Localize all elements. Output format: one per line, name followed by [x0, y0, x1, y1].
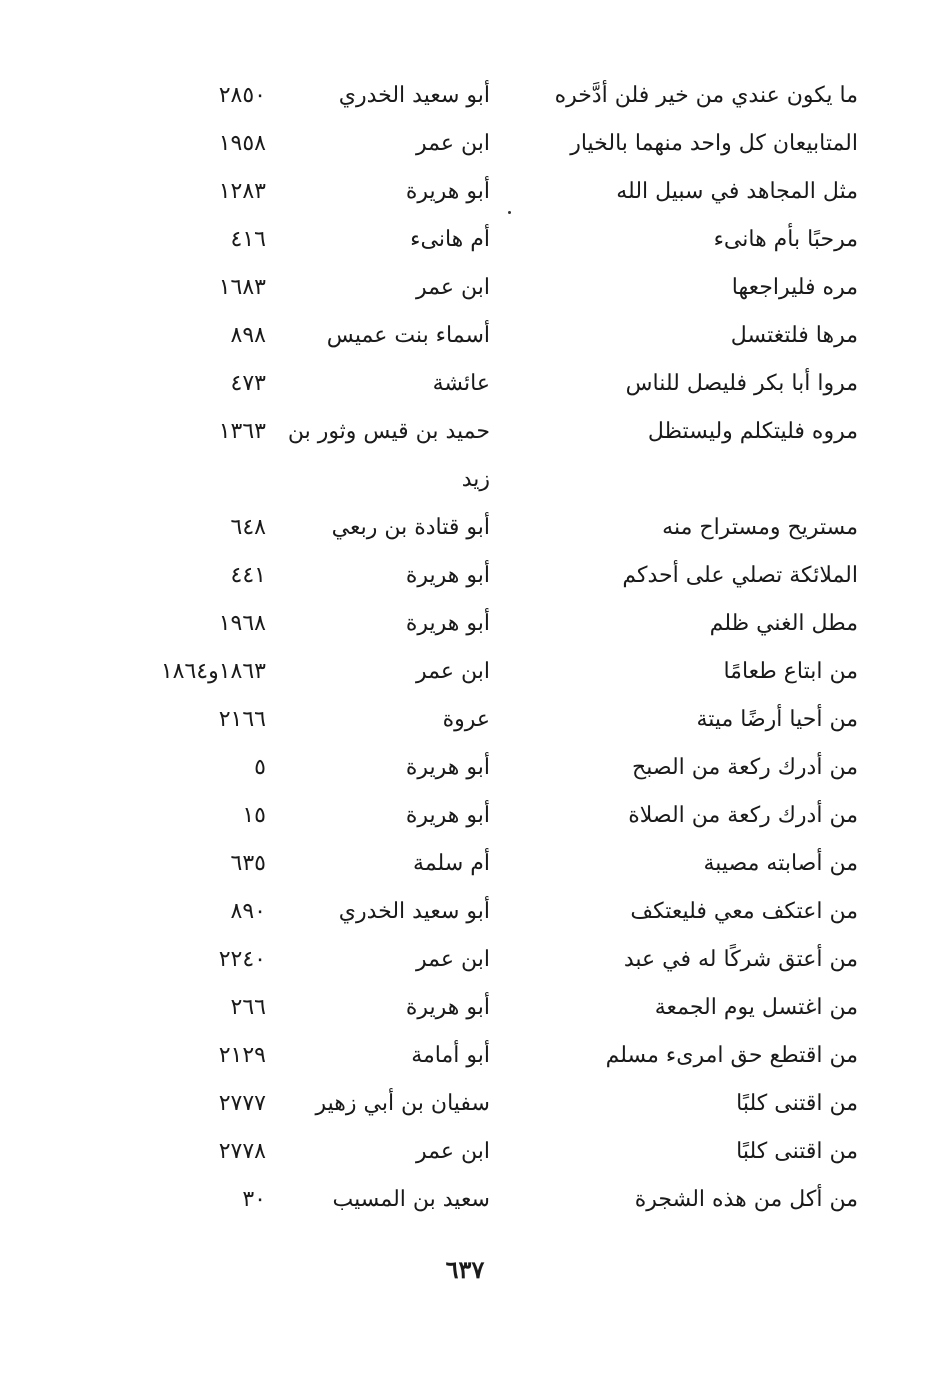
table-row: [0, 980, 930, 1028]
hadith-text: من اقتنى كلبًا: [736, 1139, 858, 1164]
hadith-number: ١٥: [242, 803, 266, 828]
hadith-number: ١٩٦٨: [218, 611, 266, 636]
table-row: [0, 836, 930, 884]
hadith-text: من أحيا أرضًا ميتة: [696, 707, 858, 732]
hadith-text: من أدرك ركعة من الصبح: [632, 755, 858, 780]
hadith-text: من ابتاع طعامًا: [723, 659, 858, 684]
hadith-number: ٢٢٤٠: [218, 947, 266, 972]
narrator-name: أم سلمة: [413, 851, 490, 876]
hadith-text: مرها فلتغتسل: [730, 323, 858, 348]
narrator-name: أبو سعيد الخدري: [338, 83, 490, 108]
narrator-name: أبو أمامة: [411, 1043, 490, 1068]
hadith-text: من اقتطع حق امرىء مسلم: [605, 1043, 858, 1068]
hadith-number: ٨٩٠: [230, 899, 266, 924]
hadith-text: ما يكون عندي من خير فلن أدَّخره: [554, 83, 858, 108]
hadith-text: مطل الغني ظلم: [709, 611, 858, 636]
hadith-number: ٢٧٧٨: [218, 1139, 266, 1164]
table-row: [0, 692, 930, 740]
hadith-number: ٤٧٣: [230, 371, 266, 396]
narrator-name: ابن عمر: [416, 1139, 490, 1164]
hadith-number: ٦٤٨: [230, 515, 266, 540]
narrator-name: سفيان بن أبي زهير: [315, 1091, 490, 1116]
narrator-name: أم هانىء: [410, 227, 490, 252]
narrator-name: عروة: [442, 707, 490, 732]
narrator-name: أبو هريرة: [405, 755, 490, 780]
hadith-text: مروا أبا بكر فليصل للناس: [625, 371, 858, 396]
hadith-text: من اقتنى كلبًا: [736, 1091, 858, 1116]
table-row: [0, 1172, 930, 1220]
narrator-name: أبو هريرة: [405, 179, 490, 204]
table-row: [0, 356, 930, 404]
hadith-number: ١٦٨٣: [218, 275, 266, 300]
hadith-text: مثل المجاهد في سبيل الله: [616, 179, 858, 204]
narrator-name: أبو هريرة: [405, 995, 490, 1020]
table-row: [0, 596, 930, 644]
hadith-text: من اعتكف معي فليعتكف: [630, 899, 858, 924]
narrator-name: سعيد بن المسيب: [332, 1187, 490, 1212]
narrator-name: أبو هريرة: [405, 563, 490, 588]
narrator-name: ابن عمر: [416, 659, 490, 684]
narrator-name: حميد بن قيس وثور بن زيد: [287, 419, 490, 492]
hadith-number: ٢٨٥٠: [218, 83, 266, 108]
hadith-text: مرحبًا بأم هانىء: [713, 227, 858, 252]
narrator-name: أبو هريرة: [405, 611, 490, 636]
page-number: ٦٣٧: [445, 1255, 485, 1284]
hadith-text: الملائكة تصلي على أحدكم: [622, 563, 858, 588]
narrator-name: أبو سعيد الخدري: [338, 899, 490, 924]
hadith-number: ٢١٢٩: [218, 1043, 266, 1068]
table-row: [0, 1124, 930, 1172]
table-row: [0, 68, 930, 116]
hadith-text: من اغتسل يوم الجمعة: [654, 995, 858, 1020]
hadith-text: من أدرك ركعة من الصلاة: [628, 803, 858, 828]
hadith-number: ٢١٦٦: [218, 707, 266, 732]
hadith-number: ٦٣٥: [230, 851, 266, 876]
hadith-text: من أكل من هذه الشجرة: [634, 1187, 858, 1212]
table-row: [0, 260, 930, 308]
table-row: [0, 644, 930, 692]
hadith-text: مستريح ومستراح منه: [662, 515, 858, 540]
narrator-name: ابن عمر: [416, 131, 490, 156]
hadith-number: ١٢٨٣: [218, 179, 266, 204]
hadith-text: من أصابته مصيبة: [703, 851, 858, 876]
narrator-name: أسماء بنت عميس: [326, 323, 490, 348]
table-row: [0, 932, 930, 980]
narrator-name: أبو هريرة: [405, 803, 490, 828]
narrator-name: ابن عمر: [416, 275, 490, 300]
narrator-name: أبو قتادة بن ربعي: [331, 515, 490, 540]
table-row: [0, 212, 930, 260]
hadith-index-table: [0, 68, 930, 1220]
table-row: [0, 1076, 930, 1124]
hadith-number: ٢٧٧٧: [218, 1091, 266, 1116]
hadith-number: ٤٤١: [230, 563, 266, 588]
hadith-number: ١٩٥٨: [218, 131, 266, 156]
table-row: [0, 164, 930, 212]
hadith-number: ١٨٦٣و١٨٦٤: [160, 659, 266, 684]
table-row: [0, 404, 930, 500]
hadith-text: المتابيعان كل واحد منهما بالخيار: [570, 131, 858, 156]
table-row: [0, 1028, 930, 1076]
hadith-text: مروه فليتكلم وليستظل: [647, 419, 858, 444]
table-row: [0, 788, 930, 836]
hadith-number: ١٣٦٣: [218, 419, 266, 444]
table-row: [0, 884, 930, 932]
hadith-text: من أعتق شركًا له في عبد: [623, 947, 858, 972]
narrator-name: عائشة: [432, 371, 490, 396]
table-row: [0, 308, 930, 356]
hadith-number: ٢٦٦: [230, 995, 266, 1020]
table-row: [0, 500, 930, 548]
hadith-text: مره فليراجعها: [731, 275, 858, 300]
hadith-number: ٣٠: [242, 1187, 266, 1212]
table-row: [0, 740, 930, 788]
narrator-name: ابن عمر: [416, 947, 490, 972]
table-row: [0, 548, 930, 596]
table-row: [0, 116, 930, 164]
hadith-number: ٨٩٨: [230, 323, 266, 348]
hadith-number: ٥: [254, 755, 266, 780]
hadith-number: ٤١٦: [230, 227, 266, 252]
